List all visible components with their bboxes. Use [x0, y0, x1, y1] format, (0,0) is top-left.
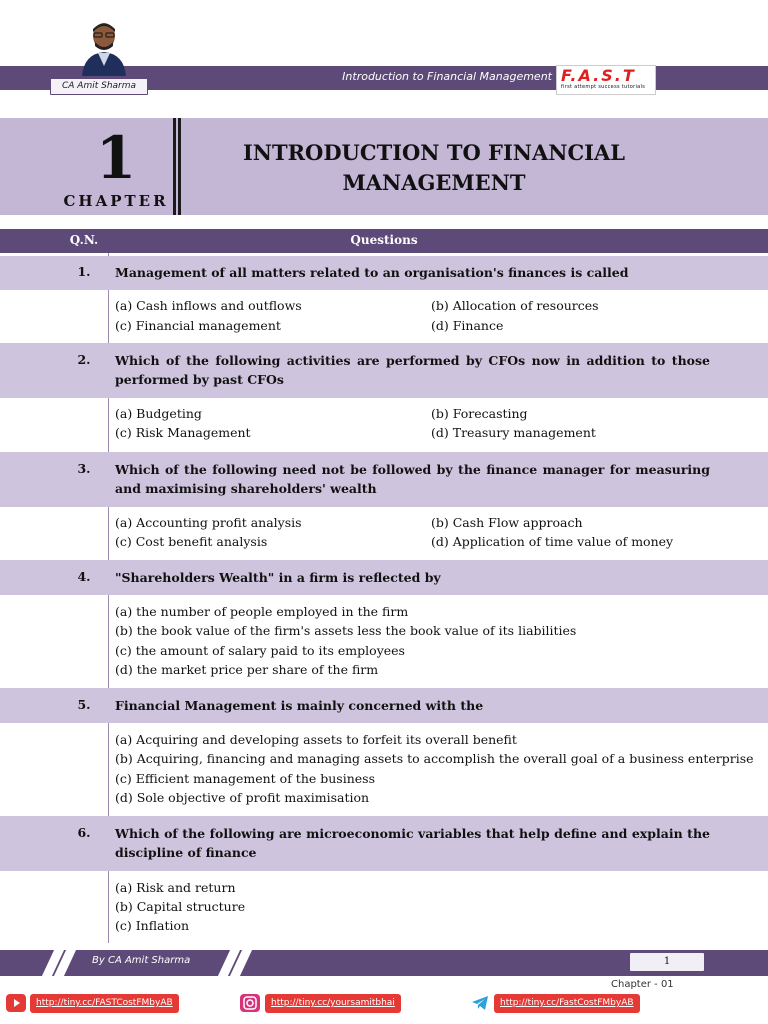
question-text: Management of all matters related to an organisation's finances is called — [115, 265, 629, 280]
question-number: 6. — [77, 825, 91, 840]
youtube-link[interactable]: http://tiny.cc/FASTCostFMbyAB — [30, 994, 179, 1013]
question-row — [0, 560, 768, 595]
question-row — [0, 816, 768, 871]
option: (c) Risk Management — [115, 425, 251, 440]
option: (c) the amount of salary paid to its employees — [115, 643, 405, 658]
option: (d) Application of time value of money — [431, 534, 674, 549]
chapter-number: 1 — [95, 124, 137, 192]
option: (a) Cash inflows and outflows — [115, 298, 302, 313]
author-tag: CA Amit Sharma — [50, 78, 148, 95]
option: (c) Cost benefit analysis — [115, 534, 268, 549]
column-header-questions: Questions — [350, 233, 418, 247]
option: (a) Budgeting — [115, 406, 202, 421]
question-row — [0, 343, 768, 398]
question-row — [0, 256, 768, 290]
question-text: Which of the following need not be followed by the finance manager for measuring and maximising shareholders' wealth — [115, 462, 710, 496]
chapter-title: INTRODUCTION TO FINANCIAL MANAGEMENT — [242, 140, 626, 195]
question-number: 4. — [77, 569, 91, 584]
question-text: "Shareholders Wealth" in a firm is reflected by — [115, 570, 441, 585]
option: (a) Accounting profit analysis — [115, 515, 302, 530]
question-number: 2. — [77, 352, 91, 367]
chapter-footer-label: Chapter - 01 — [611, 979, 674, 990]
question-number: 1. — [77, 264, 91, 279]
question-text: Financial Management is mainly concerned with the — [115, 698, 484, 713]
instagram-icon — [240, 994, 260, 1012]
question-row — [0, 688, 768, 723]
option: (a) the number of people employed in the firm — [115, 604, 409, 619]
option: (b) the book value of the firm's assets less the book value of its liabilities — [115, 623, 577, 638]
chapter-divider — [173, 118, 176, 215]
chapter-label: CHAPTER — [63, 192, 169, 210]
option: (c) Financial management — [115, 318, 281, 333]
question-row — [0, 452, 768, 507]
question-text: Which of the following are microeconomic variables that help define and explain the discipline of finance — [115, 826, 710, 860]
option: (d) Finance — [431, 318, 504, 333]
option: (b) Allocation of resources — [431, 298, 599, 313]
footer-author: By CA Amit Sharma — [92, 955, 191, 966]
question-number: 3. — [77, 461, 91, 476]
option: (b) Capital structure — [115, 899, 246, 914]
page-number: 1 — [628, 951, 706, 973]
option: (b) Acquiring, financing and managing assets to accomplish the overall goal of a business enterprise — [115, 751, 754, 766]
option: (c) Inflation — [115, 918, 190, 933]
avatar — [78, 20, 130, 76]
header-title: Introduction to Financial Management — [342, 70, 552, 83]
option: (d) Sole objective of profit maximisation — [115, 790, 370, 805]
option: (b) Cash Flow approach — [431, 515, 583, 530]
instagram-link[interactable]: http://tiny.cc/yoursamitbhai — [265, 994, 401, 1013]
option: (d) Treasury management — [431, 425, 596, 440]
table-header — [0, 229, 768, 253]
column-header-qn: Q.N. — [69, 233, 99, 247]
telegram-icon — [470, 994, 490, 1012]
question-text: Which of the following activities are performed by CFOs now in addition to those performed by past CFOs — [115, 353, 710, 387]
logo-tagline: first attempt success tutorials — [561, 84, 646, 90]
option: (b) Forecasting — [431, 406, 528, 421]
option: (a) Acquiring and developing assets to forfeit its overall benefit — [115, 732, 517, 747]
logo-word: F.A.S.T — [561, 66, 636, 85]
option: (a) Risk and return — [115, 880, 236, 895]
option: (c) Efficient management of the business — [115, 771, 375, 786]
fast-logo — [556, 65, 656, 95]
telegram-link[interactable]: http://tiny.cc/FastCostFMbyAB — [494, 994, 640, 1013]
option: (d) the market price per share of the firm — [115, 662, 379, 677]
question-number: 5. — [77, 697, 91, 712]
youtube-icon — [6, 994, 26, 1012]
chapter-divider — [178, 118, 181, 215]
